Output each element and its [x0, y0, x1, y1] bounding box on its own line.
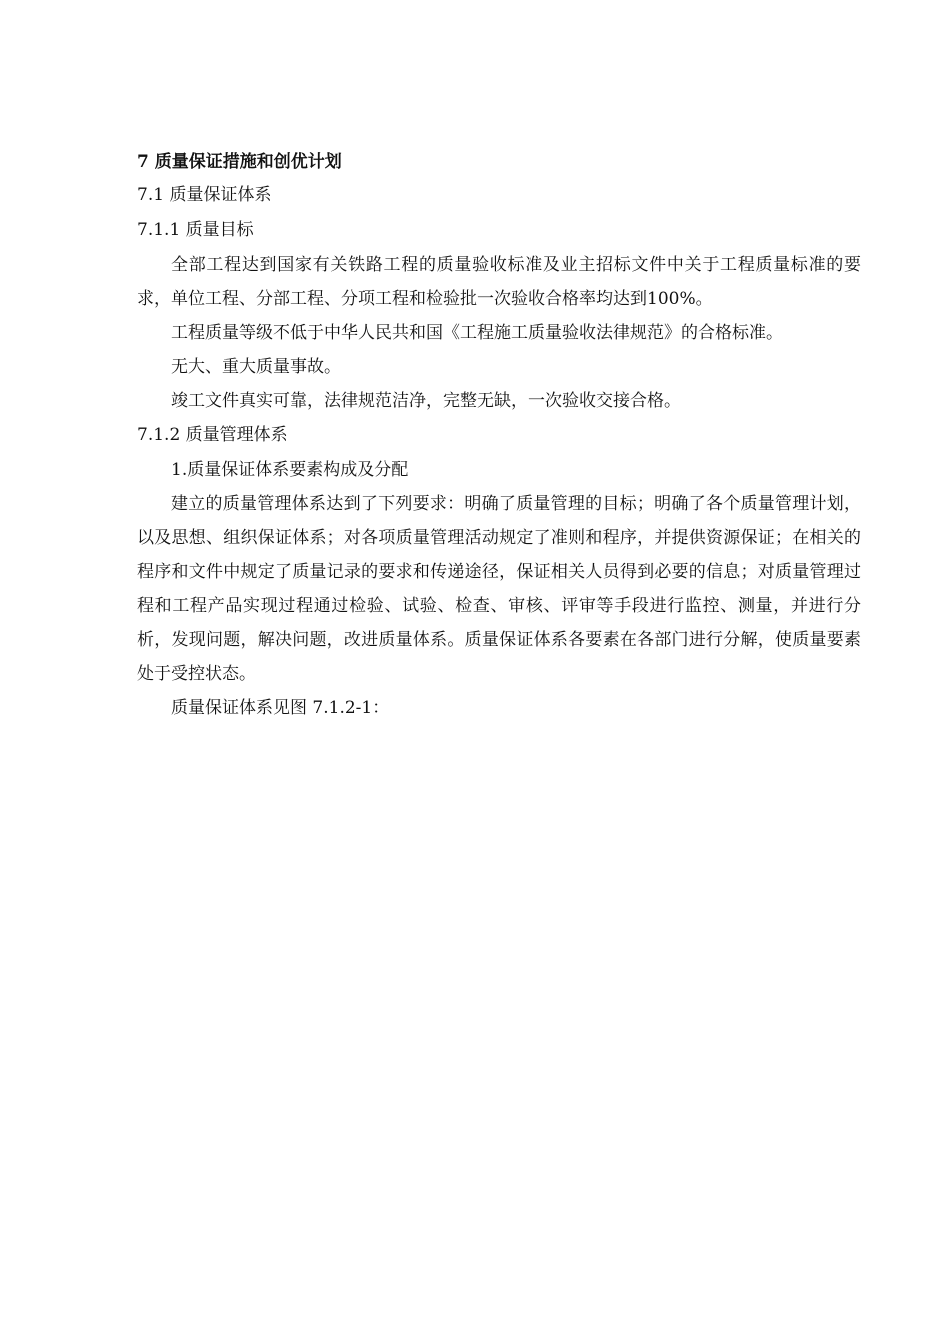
- paragraph-quality-goal-4: 竣工文件真实可靠，法律规范洁净，完整无缺，一次验收交接合格。: [171, 391, 681, 411]
- paragraph-quality-goal-3: 无大、重大质量事故。: [171, 357, 341, 377]
- document-body: [137, 146, 861, 725]
- paragraph-quality-goal-1: 全部工程达到国家有关铁路工程的质量验收标准及业主招标文件中关于工程质量标准的要求，单位工程、分部工程、分项工程和检验批一次验收合格率均达到100%。: [137, 255, 861, 309]
- paragraph-management-system: 建立的质量管理体系达到了下列要求：明确了质量管理的目标；明确了各个质量管理计划，以及思想、组织保证体系；对各项质量管理活动规定了准则和程序，并提供资源保证；在相关的程序和文件中规定了质量记录的要求和传递途径，保证相关人员得到必要的信息；对质量管理过程和工程产品实现过程通过检验、试验、检查、审核、评审等手段进行监控、测量，并进行分析，发现问题，解决问题，改进质量体系。质量保证体系各要素在各部门进行分解，使质量要素处于受控状态。: [137, 494, 861, 684]
- subsection-heading-7-1: 7.1 质量保证体系: [137, 185, 272, 205]
- subsection-heading-7-1-1: 7.1.1 质量目标: [137, 220, 254, 240]
- numbered-item-1: 1.质量保证体系要素构成及分配: [171, 460, 409, 480]
- subsection-heading-7-1-2: 7.1.2 质量管理体系: [137, 425, 288, 445]
- paragraph-quality-goal-2: 工程质量等级不低于中华人民共和国《工程施工质量验收法律规范》的合格标准。: [171, 323, 783, 343]
- section-title: 7 质量保证措施和创优计划: [137, 152, 342, 172]
- paragraph-figure-reference: 质量保证体系见图 7.1.2-1：: [171, 698, 390, 718]
